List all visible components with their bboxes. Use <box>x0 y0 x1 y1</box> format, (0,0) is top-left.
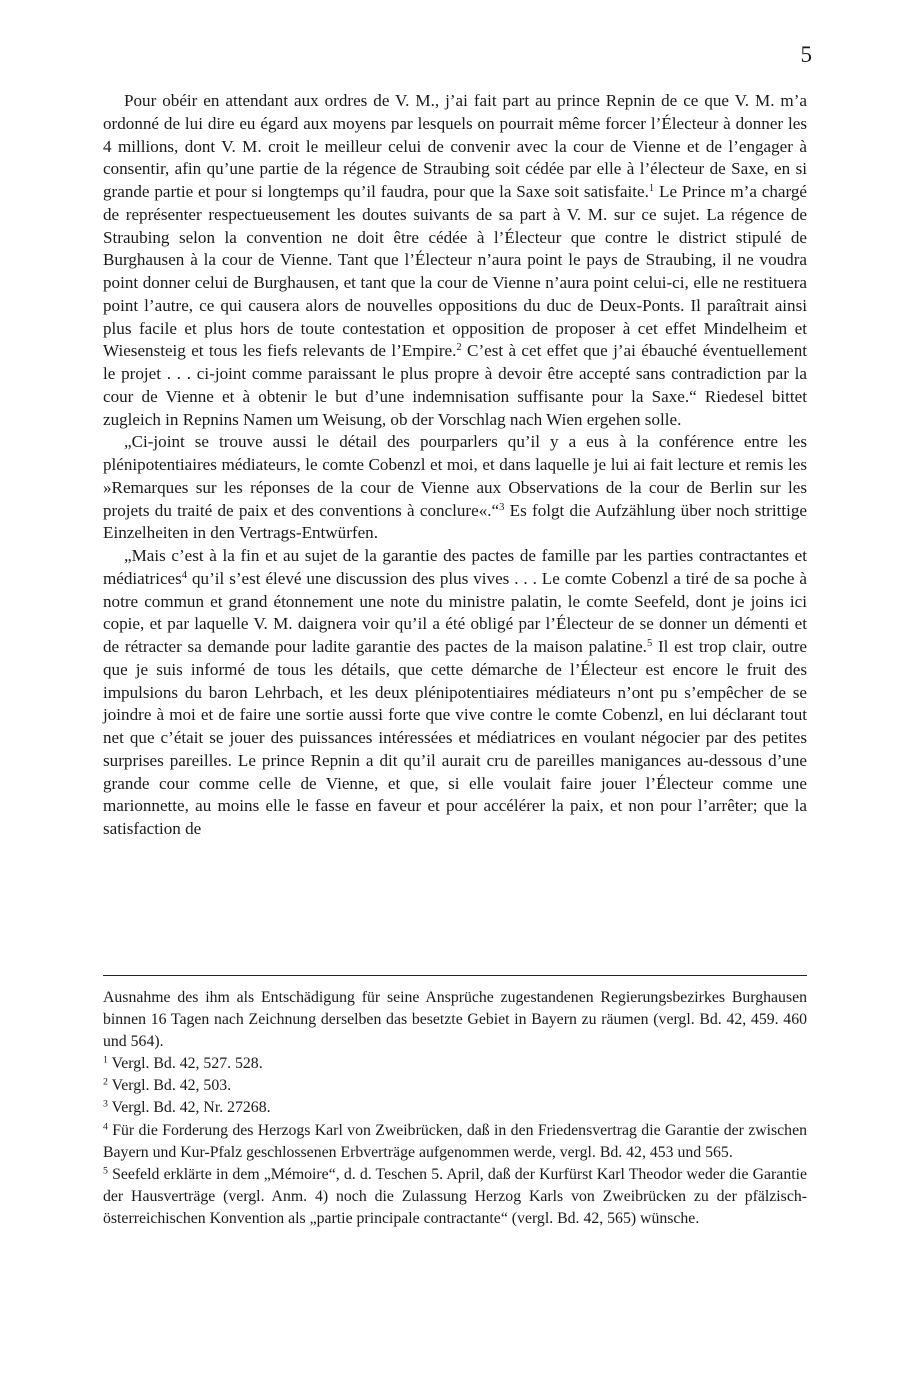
footnote-ref-1: 1 <box>648 183 655 195</box>
footnote-ref-4: 4 <box>181 569 188 581</box>
footnote-5 <box>103 1164 807 1230</box>
footnote-3 <box>103 1097 807 1119</box>
main-text <box>103 90 807 841</box>
paragraph-2 <box>103 431 807 545</box>
footnote-text: Vergl. Bd. 42, 527. 528. <box>111 1055 263 1073</box>
footnote-text: Seefeld erklärte in dem „Mémoire“, d. d. Teschen 5. April, daß der Kurfürst Karl Theodor weder die Garantie der Hausverträge (vergl. Anm. 4) noch die Zulassung Herzog Karls von Zweibrücken zu der pfälzisch-österreichischen Konvention als „partie principale contractante“ (vergl. Bd. 42, 565) wünsche. <box>103 1165 808 1227</box>
text-segment: Es folgt die Aufzählung über noch strittige Einzelheiten in den Vertrags-Entwürfen. <box>103 500 807 543</box>
footnote-2 <box>103 1075 807 1097</box>
text-segment: „Mais c’est à la fin et au sujet de la garantie des pactes de famille par les parties contractantes et médiatrices <box>103 546 807 588</box>
footnote-ref-2: 2 <box>456 342 462 354</box>
text-segment: Pour obéir en attendant aux ordres de V. M., j’ai fait part au prince Repnin de ce que V. M. m’a ordonné de lui dire eu égard aux moyens par lesquels on pourrait même forcer l’Électeur à donner les 4 millions, dont V. M. croit le meilleur celui de convenir avec la cour de Vienne et de l’engager à consentir, afin qu’une partie de la régence de Straubing soit cédée par elle à l’électeur de Saxe, en si grande partie et pour si longtemps qu’il faudra, pour que la Saxe soit satisfaite. <box>103 91 807 201</box>
text-segment: „Ci-joint se trouve aussi le détail des pourparlers qu’il y a eus à la conférence entre les plénipotentiaires médiateurs, le comte Cobenzl et moi, et dans laquelle je lui ai fait lecture et remis les »Remarques sur les réponses de la cour de Vienne aux Observations de la cour de Berlin sur les projets du traité de paix et des conventions à conclure«.“ <box>103 432 807 520</box>
footnote-marker: 4 <box>103 1121 108 1133</box>
footnote-marker: 2 <box>103 1077 108 1088</box>
paragraph-1 <box>103 90 807 431</box>
footnote-1 <box>103 1053 807 1075</box>
footnotes <box>103 987 807 1230</box>
footnote-continuation: Ausnahme des ihm als Entschädigung für seine Ansprüche zugestandenen Regierungsbezirkes Burghausen binnen 16 Tagen nach Zeichnung derselben das besetzte Gebiet in Bayern zu räumen (vergl. Bd. 42, 459. 460 und 564). <box>103 989 807 1051</box>
footnote-text: Für die Forderung des Herzogs Karl von Zweibrücken, daß in den Friedensvertrag die Garantie der zwischen Bayern und Kur-Pfalz geschlossenen Erbverträge aufgenommen werde, vergl. Bd. 42, 453 und 565. <box>103 1121 807 1161</box>
footnote-text: Vergl. Bd. 42, 503. <box>111 1077 232 1095</box>
text-segment: C’est à cet effet que j’ai ébauché éventuellement le projet . . . ci-joint comme paraissant le plus propre à devoir être accepté sans contradiction par la cour de Vienne et à obtenir le but d’une indemnisation suffisante pour la Saxe.“ Riedesel bittet zugleich in Repnins Namen um Weisung, ob der Vorschlag nach Wien ergehen solle. <box>103 341 807 429</box>
text-segment: Le Prince m’a chargé de représenter respectueusement les doutes suivants de sa part à V. M. sur ce sujet. La régence de Straubing selon la convention ne doit être cédée à l’Électeur que contre le district stipulé de Burghausen à la cour de Vienne. Tant que l’Électeur n’aura point le pays de Straubing, il ne voudra point donner celui de Burghausen, et tant que la cour de Vienne n’aura point celui-ci, elle ne restituera point l’autre, ce qui causera alors de nouvelles oppositions du duc de Deux-Ponts. Il paraîtrait ainsi plus facile et plus hors de toute contestation et opposition de proposer à cet effet Mindelheim et Wiesensteig et tous les fiefs relevants de l’Empire. <box>103 182 807 361</box>
page-number: 5 <box>800 42 812 67</box>
footnote-4 <box>103 1120 807 1164</box>
footnote-divider <box>103 975 807 976</box>
text-segment: qu’il s’est élevé une discussion des plus vives . . . Le comte Cobenzl a tiré de sa poche à notre commun et grand étonnement une note du ministre palatin, le comte Seefeld, dont je joins ici copie, et par laquelle V. M. daignera voir qu’il a été obligé par l’Électeur de se donner un démenti et de rétracter sa demande pour ladite garantie des pactes de la maison palatine. <box>103 568 807 656</box>
footnote-text: Vergl. Bd. 42, Nr. 27268. <box>111 1099 271 1117</box>
footnote-ref-3: 3 <box>499 501 505 513</box>
footnote-marker: 3 <box>103 1099 108 1111</box>
footnote-marker: 1 <box>103 1054 108 1066</box>
paragraph-3 <box>103 545 807 841</box>
text-segment: Il est trop clair, outre que je suis informé de tous les détails, que cette démarche de l’Électeur est encore le fruit des impulsions du baron Lehrbach, et les deux plénipotentiaires médiateurs n’ont pu s’empêcher de se joindre à moi et de faire une sortie aussi forte que vive contre le comte Cobenzl, en lui déclarant tout net que c’était se jouer des puissances intéressées et médiatrices en voulant négocier par des petites surprises pareilles. Le prince Repnin a dit qu’il aurait cru de pareilles manigances au-dessous d’une grande cour comme celle de Vienne, et que, si elle voulait faire jouer l’Électeur comme une marionnette, au moins elle le fasse en faveur et pour accélérer la paix, et non pour l’arrêter; que la satisfaction de <box>103 637 807 838</box>
footnote-ref-5: 5 <box>646 638 653 650</box>
footnote-marker: 5 <box>103 1165 108 1177</box>
